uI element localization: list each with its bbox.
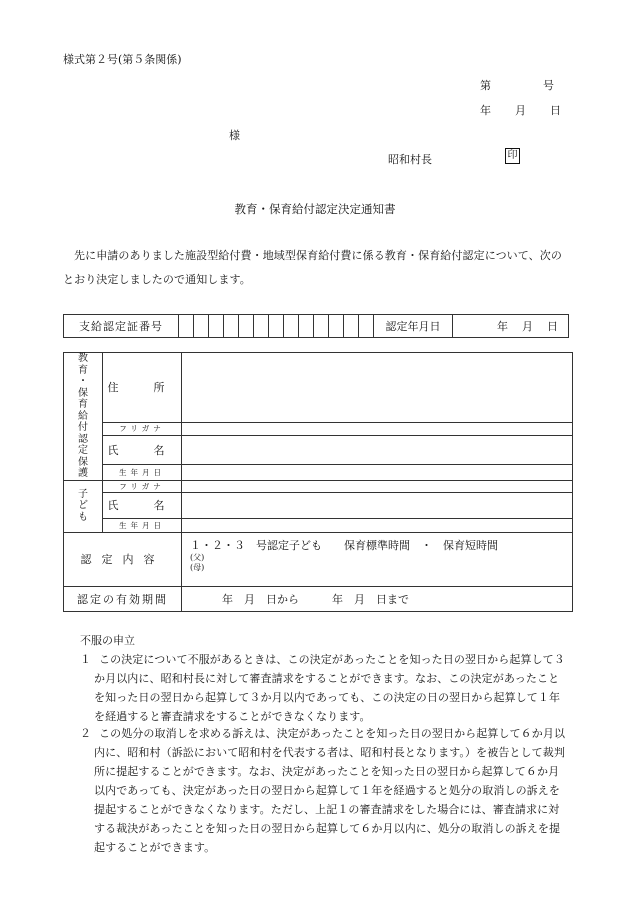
- form-number: 様式第２号(第５条関係): [63, 53, 182, 66]
- document-date: [480, 102, 561, 118]
- doc-no-suffix: 号: [543, 79, 554, 92]
- document-number: [480, 77, 554, 93]
- certificate-number-label: 支給認定証番号: [64, 315, 179, 338]
- doc-date-month: 月: [515, 104, 526, 117]
- child-birthdate-label: 生年月日: [103, 518, 182, 532]
- number-box[interactable]: [344, 315, 359, 338]
- objection-title: 不服の申立: [80, 634, 135, 647]
- number-box[interactable]: [239, 315, 254, 338]
- guardian-birthdate-field[interactable]: [182, 464, 573, 480]
- child-group-label: 子 ど も: [64, 480, 103, 532]
- certification-details-table: [63, 352, 573, 612]
- note-number: ２: [80, 727, 91, 740]
- number-box[interactable]: [269, 315, 284, 338]
- certification-type-text: １・２・３ 号認定子ども 保育標準時間 ・ 保育短時間: [190, 538, 498, 552]
- guardian-address-label: 住 所: [103, 353, 182, 423]
- certification-date-value[interactable]: [453, 315, 569, 338]
- cert-date-year: 年: [497, 320, 508, 333]
- certification-content-label: 認定内容: [64, 532, 182, 586]
- doc-no-prefix: 第: [480, 79, 491, 92]
- number-box[interactable]: [314, 315, 329, 338]
- child-name-label: 氏 名: [103, 492, 182, 518]
- guardian-name-label: 氏 名: [103, 436, 182, 465]
- guardian-furigana-field[interactable]: [182, 422, 573, 435]
- seal-mark: 印: [505, 148, 520, 164]
- intro-paragraph: 先に申請のありました施設型給付費・地域型保育給付費に係る教育・保育給付認定について、次のとおり決定しましたので通知します。: [63, 249, 562, 286]
- number-box[interactable]: [254, 315, 269, 338]
- page-title: 教育・保育給付認定決定通知書: [234, 202, 396, 216]
- objection-note: [80, 724, 570, 857]
- number-box[interactable]: [299, 315, 314, 338]
- number-box[interactable]: [284, 315, 299, 338]
- cert-date-day: 日: [547, 320, 558, 333]
- cert-date-month: 月: [522, 320, 533, 333]
- number-box[interactable]: [194, 315, 209, 338]
- doc-date-year: 年: [480, 104, 491, 117]
- validity-period-value[interactable]: 年 月 日から 年 月 日まで: [182, 586, 573, 611]
- child-name-field[interactable]: [182, 492, 573, 518]
- addressee: 様: [229, 129, 240, 142]
- child-furigana-field[interactable]: [182, 480, 573, 492]
- note-text: この処分の取消しを求める訴えは、決定があったことを知った日の翌日から起算して６か月以内に、昭和村（訴訟において昭和村を代表する者は、昭和村長となります。）を被告として裁判所に提起することができます。なお、決定があったことを知った日の翌日から起算して６か月以内であっても、決定があった日の翌日から起算して１年を経過すると処分の取消しの訴えを提起することができなくなります。ただし、上記１の審査請求をした場合には、審査請求に対する裁決があったことを知った日の翌日から起算して６か月以内に、処分の取消しの訴えを提起することができます。: [94, 727, 566, 854]
- guardian-furigana-label: フリガナ: [103, 422, 182, 435]
- guardian-name-field[interactable]: [182, 436, 573, 465]
- note-number: １: [80, 653, 91, 666]
- father-mark: (父): [190, 552, 205, 562]
- guardian-group-label: 教 育 ・ 保 育 給 付 認 定 保 護: [64, 353, 103, 481]
- objection-note: [80, 650, 570, 726]
- child-furigana-label: フリガナ: [103, 480, 182, 492]
- guardian-address-field[interactable]: [182, 353, 573, 423]
- certificate-number-table: [63, 314, 569, 338]
- number-box[interactable]: [329, 315, 344, 338]
- number-box[interactable]: [224, 315, 239, 338]
- number-box[interactable]: [209, 315, 224, 338]
- certification-content-value[interactable]: [182, 532, 573, 586]
- validity-period-label: 認定の有効期間: [64, 586, 182, 611]
- issuer: 昭和村長: [388, 153, 432, 166]
- number-box[interactable]: [179, 315, 194, 338]
- doc-date-day: 日: [550, 104, 561, 117]
- certification-date-label: 認定年月日: [374, 315, 453, 338]
- note-text: この決定について不服があるときは、この決定があったことを知った日の翌日から起算して３か月以内に、昭和村長に対して審査請求をすることができます。なお、この決定があったことを知った日の翌日から起算して３か月以内であっても、この決定の日の翌日から起算して１年を経過すると審査請求をすることができなくなります。: [94, 653, 565, 723]
- mother-mark: (母): [190, 562, 205, 572]
- guardian-birthdate-label: 生年月日: [103, 464, 182, 480]
- number-box[interactable]: [359, 315, 374, 338]
- child-birthdate-field[interactable]: [182, 518, 573, 532]
